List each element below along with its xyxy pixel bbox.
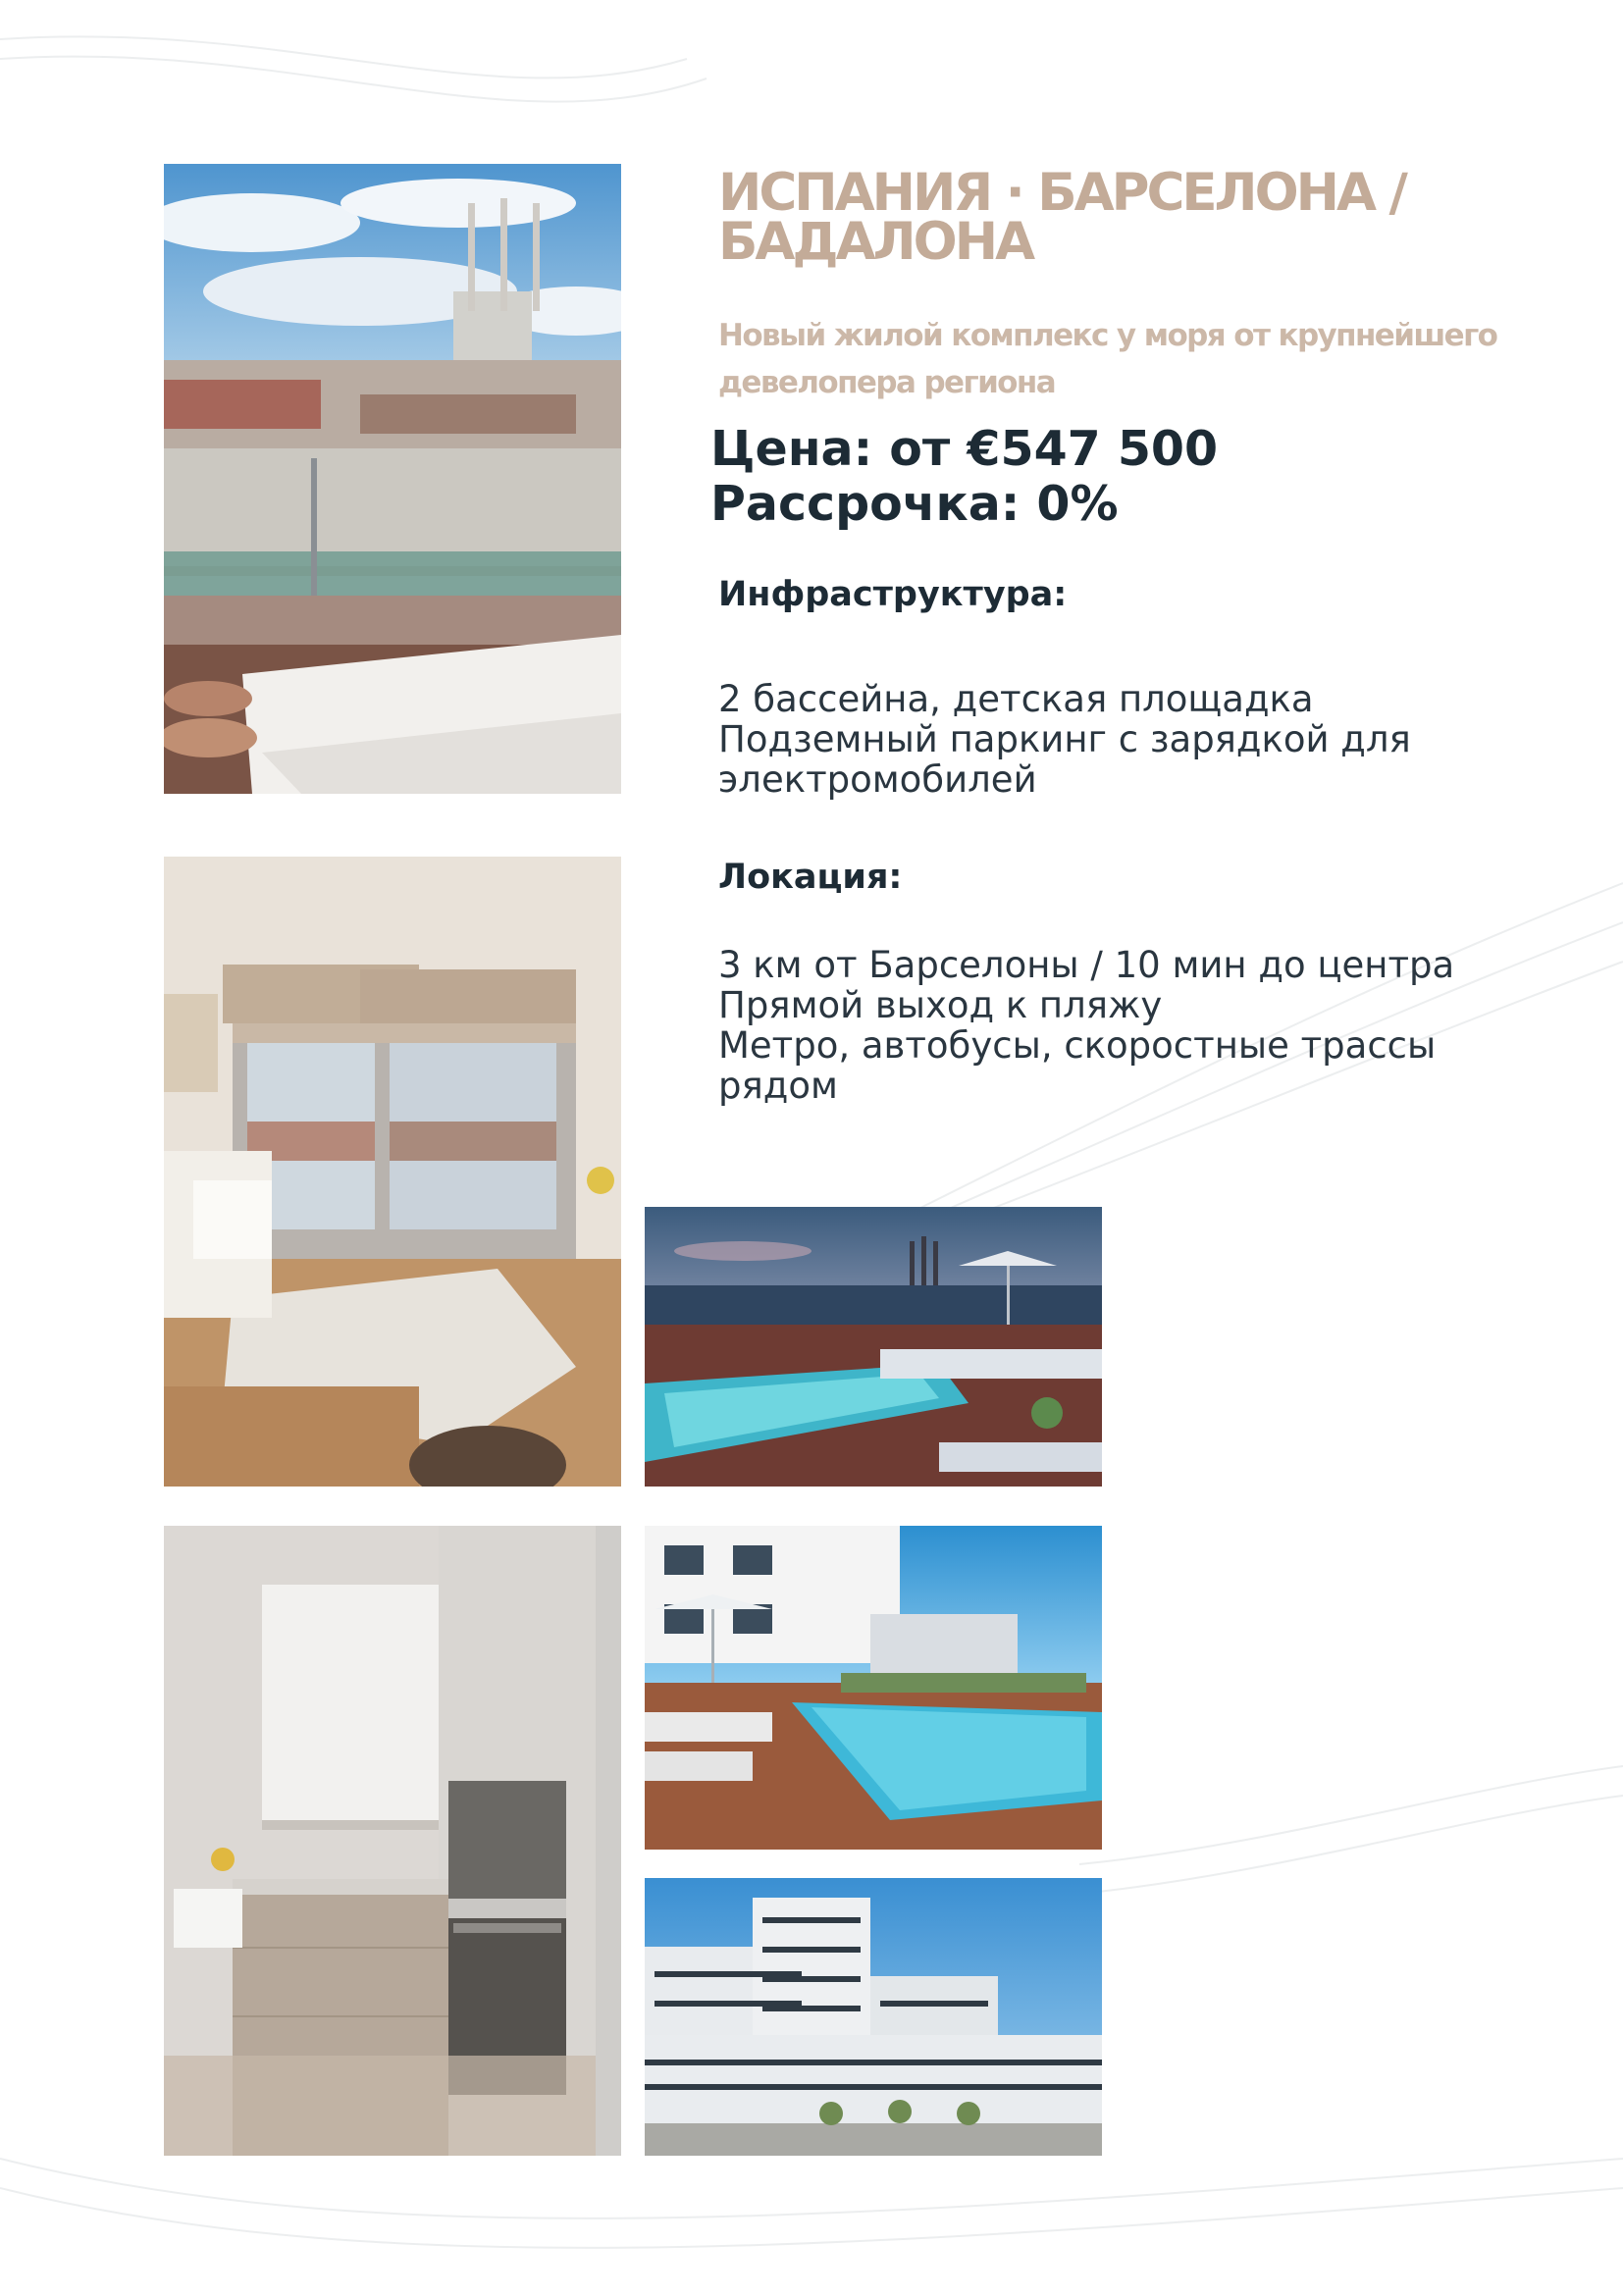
price-text: Цена: от €547 500	[710, 421, 1219, 477]
location-list	[718, 945, 1582, 1106]
infrastructure-line: 2 бассейна, детская площадка	[718, 678, 1314, 720]
infrastructure-line: Подземный паркинг с зарядкой для	[718, 718, 1411, 760]
infrastructure-heading: Инфраструктура:	[718, 575, 1068, 614]
kitchen-photo	[164, 1526, 621, 2156]
listing-subtitle: Новый жилой комплекс у моря от крупнейшего девелопера региона	[718, 318, 1497, 400]
infrastructure-list	[718, 679, 1582, 800]
building-exterior-photo	[645, 1878, 1102, 2156]
price-block	[710, 422, 1554, 532]
pool-deck-photo	[645, 1526, 1102, 1850]
location-line: Прямой выход к пляжу	[718, 984, 1163, 1026]
terrace-view-photo	[164, 164, 621, 794]
location-line: 3 км от Барселоны / 10 мин до центра	[718, 944, 1455, 986]
rooftop-pool-evening-photo	[645, 1207, 1102, 1487]
listing-title: ИСПАНИЯ · БАРСЕЛОНА / БАДАЛОНА	[718, 163, 1405, 272]
location-line: Метро, автобусы, скоростные трассы	[718, 1024, 1437, 1067]
infrastructure-line: электромобилей	[718, 758, 1037, 801]
living-room-photo	[164, 857, 621, 1487]
location-heading: Локация:	[718, 858, 903, 897]
installment-text: Рассрочка: 0%	[710, 476, 1119, 532]
location-line: рядом	[718, 1065, 838, 1107]
